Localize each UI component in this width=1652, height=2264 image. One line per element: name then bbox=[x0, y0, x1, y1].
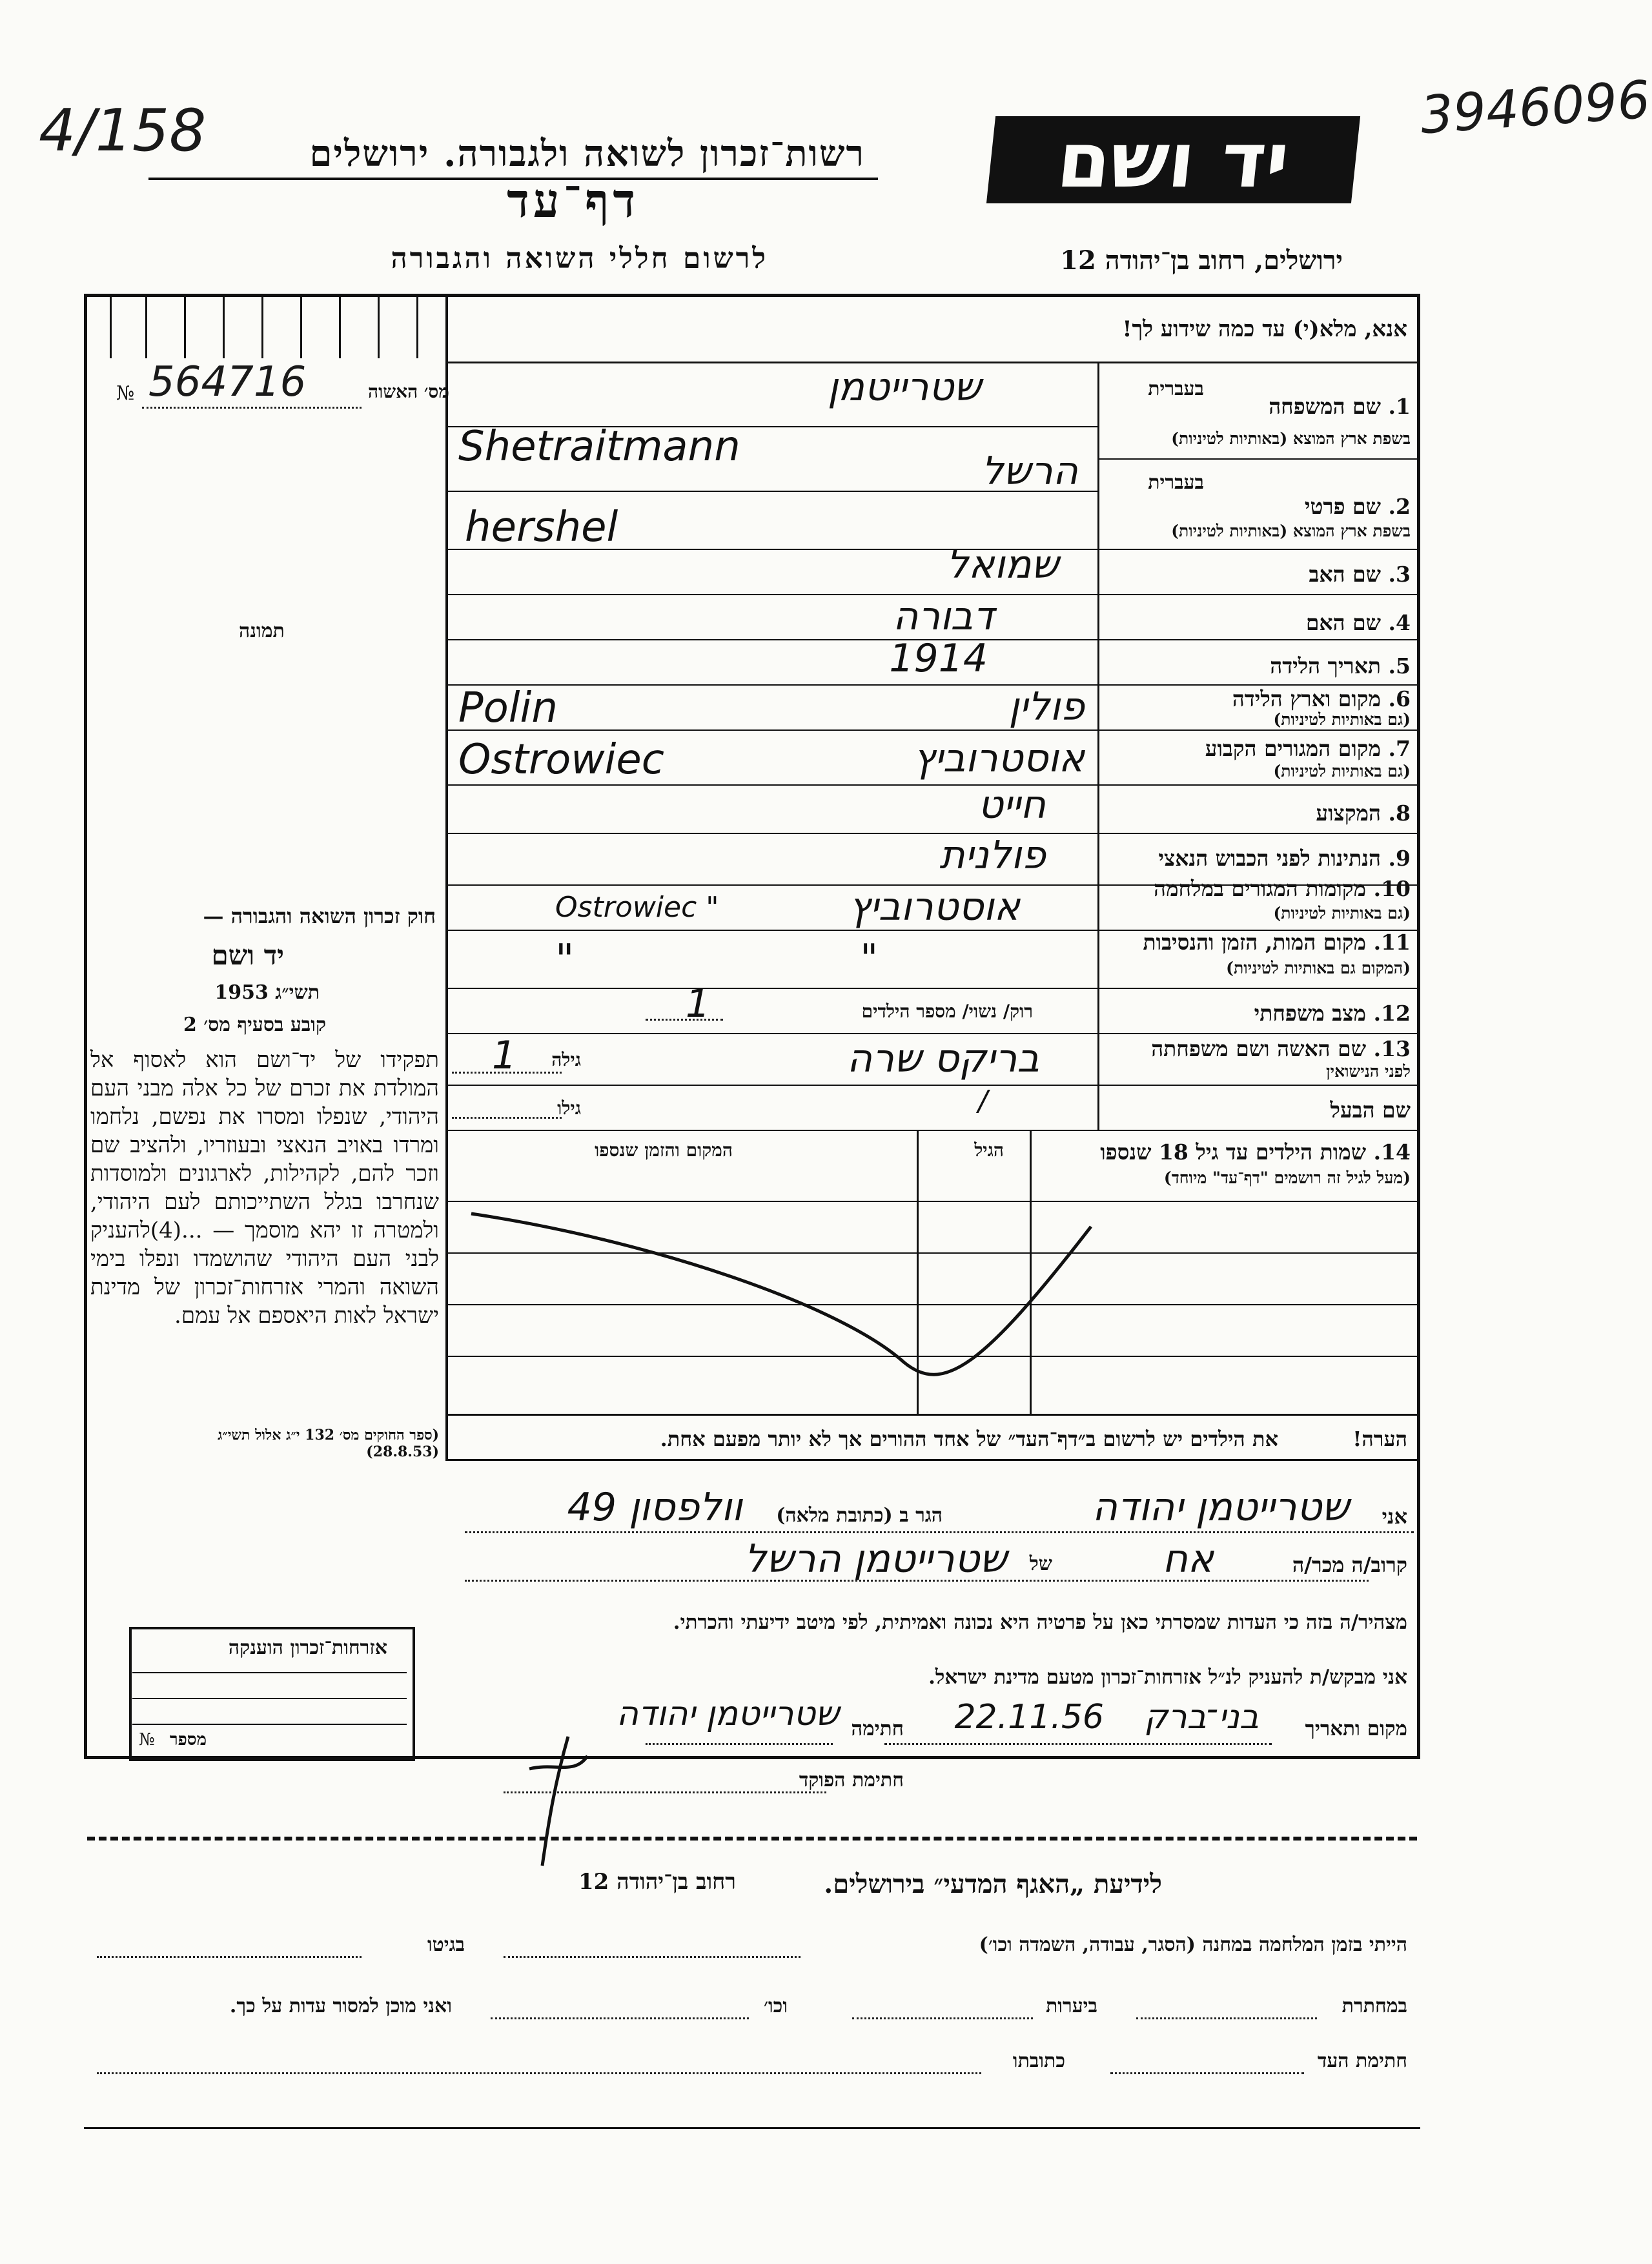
field-1-label: 1. שם המשפחה bbox=[1269, 394, 1411, 419]
intro-divider bbox=[445, 362, 1417, 363]
field-11-value-latin: " bbox=[555, 936, 575, 984]
field-12-label: 12. מצב משפחתי bbox=[1254, 1001, 1411, 1026]
law-text: תפקידו של יד־ושם הוא לאסוף אל המולדת את זכרם של כל אלה מבני העם היהודי, שנפלו ומסרו את נפשם, נלחמו ומרדו באויב הנאצי ובעוזריו, ולהציב שם וזכר להם, לקהילות, לארגונים ולמוסדות שנחרבו בגלל השתייכותם לעם היהודי, ולמטרה זו יהא מוסמך — ...(4)להעניק לבני העם היהודי שהושמדו ונפלו בימי השואה והמרי אזרחות־זכרון של מדינת ישראל לאות היאספם אל עמם. bbox=[90, 1047, 439, 1329]
forests-label: ביערות bbox=[1045, 1995, 1097, 2017]
husband-value: / bbox=[978, 1085, 988, 1117]
field-6-value-latin: Polin bbox=[458, 684, 558, 732]
field-7-value-he: אוסטרוביץ bbox=[913, 736, 1085, 781]
citizenship-number-label: מספר bbox=[169, 1730, 207, 1749]
underground-label: במחתרת bbox=[1341, 1995, 1407, 2017]
intro-text: אנא, מלא(י) עד כמה שידוע לך! bbox=[1122, 316, 1407, 342]
field-4-value: דבורה bbox=[893, 594, 994, 639]
citizenship-title: אזרחות־זכרון הוענקה bbox=[228, 1637, 387, 1659]
field-1-lang-he: בעברית bbox=[1148, 378, 1204, 400]
field-13-note: לפני הנישואין bbox=[1326, 1062, 1411, 1081]
field-10-value-latin: Ostrowiec " bbox=[555, 891, 719, 924]
place-value: בני־ברק bbox=[1144, 1698, 1259, 1737]
photo-label: תמונה bbox=[239, 620, 285, 642]
etc-label: וכו׳ bbox=[764, 1995, 788, 2017]
declarant-i-label: אני bbox=[1382, 1504, 1407, 1529]
field-11-value-he: " bbox=[860, 936, 878, 981]
left-column-divider bbox=[445, 297, 448, 1459]
declaration-text: מצהיר/ה בזה כי העדות שמסרתי כאן על פרטיה היא נכונה ואמיתית, לפי מיטב ידיעתי והכרתי. bbox=[673, 1611, 1407, 1634]
law-section: קובע בסעיף מס׳ 2 bbox=[183, 1014, 326, 1036]
declarant-of-name: שטרייטמן הרשל bbox=[744, 1536, 1007, 1582]
field-1-value-he: שטרייטמן bbox=[827, 365, 981, 410]
law-year: תשי״ג 1953 bbox=[214, 981, 320, 1004]
field-12-marital-options: רוק/ נשוי/ מספר הילדים bbox=[861, 1001, 1033, 1022]
remark-text: את הילדים יש לרשום ב״דף־העד״ של אחד ההורים אך לא יותר מפעם אחת. bbox=[660, 1427, 1278, 1451]
field-8-label: 8. המקצוע bbox=[1316, 801, 1411, 826]
place-date-label: מקום ותאריך bbox=[1305, 1717, 1407, 1740]
field-9-value: פולנית bbox=[939, 833, 1046, 878]
file-number-label: מס׳ האשוה bbox=[368, 381, 449, 402]
field-10-note: (גם באותיות לטיניות) bbox=[1273, 904, 1411, 923]
declarant-address: וולפסון 49 bbox=[567, 1485, 742, 1530]
declarant-relation-label: קרוב/ה מכר/ה bbox=[1292, 1553, 1407, 1577]
children-cross-out-stroke bbox=[452, 1201, 1097, 1407]
file-number-prefix: № bbox=[116, 382, 135, 405]
field-7-note: (גם באותיות לטיניות) bbox=[1273, 762, 1411, 780]
info-line1: הייתי בזמן המלחמה במחנה (הסגר, עבודה, השמדה וכו׳) bbox=[979, 1933, 1407, 1956]
field-1-value-latin: Shetraitmann bbox=[458, 423, 740, 471]
label-column-divider bbox=[1097, 362, 1099, 1130]
declarant-address-label: הגר ב (כתובת מלאה) bbox=[776, 1504, 943, 1527]
cut-line bbox=[87, 1837, 1417, 1841]
field-2-lang-he: בעברית bbox=[1148, 471, 1204, 494]
declarant-name: שטרייטמן יהודה bbox=[1092, 1485, 1349, 1530]
field-7-value-latin: Ostrowiec bbox=[458, 736, 664, 784]
field-3-value: שמואל bbox=[946, 542, 1059, 587]
info-title: לידיעת „האגף המדעי״ בירושלים. bbox=[824, 1869, 1162, 1899]
children-age-header: הגיל bbox=[974, 1139, 1004, 1161]
archive-number: 3946096 bbox=[1418, 69, 1652, 146]
husband-age-label: גילו bbox=[557, 1097, 581, 1119]
file-number-value: 564716 bbox=[148, 358, 307, 406]
field-10-label: 10. מקומות המגורים במלחמה bbox=[1153, 876, 1411, 901]
organization-name: רשות־זכרון לשואה ולגבורה. ירושלים bbox=[309, 132, 865, 175]
law-name: יד ושם bbox=[211, 939, 284, 971]
date-value: 22.11.56 bbox=[954, 1698, 1104, 1737]
field-6-note: (גם באותיות לטיניות) bbox=[1273, 710, 1411, 729]
archive-mark: 4/158 bbox=[39, 97, 207, 165]
officer-signature-stroke bbox=[504, 1730, 607, 1872]
children-place-header: המקום והזמן שנספו bbox=[595, 1139, 733, 1161]
witness-signature-label: חתימת העד bbox=[1317, 2050, 1407, 2072]
info-address: רחוב בן־יהודה 12 bbox=[578, 1869, 736, 1895]
husband-label: שם הבעל bbox=[1330, 1097, 1411, 1123]
field-2-lang-foreign: בשפת ארץ המוצא (באותיות לטיניות) bbox=[1171, 522, 1411, 540]
request-text: אני מבקש/ת להעניק לנ״ל אזרחות־זכרון מטעם מדינת ישראל. bbox=[928, 1666, 1407, 1689]
field-1-lang-foreign: בשפת ארץ המוצא (באותיות לטיניות) bbox=[1171, 429, 1411, 448]
law-title: חוק זכרון השואה והגבורה — bbox=[203, 904, 436, 928]
field-4-label: 4. שם האם bbox=[1305, 610, 1411, 635]
field-6-label: 6. מקום וארץ הלידה bbox=[1232, 686, 1411, 711]
remark-label: הערה! bbox=[1352, 1427, 1407, 1451]
field-12-value: 1 bbox=[685, 981, 710, 1026]
bottom-rule bbox=[84, 2127, 1420, 2129]
citizenship-number-prefix: № bbox=[139, 1730, 155, 1749]
declarant-relation: אח bbox=[1162, 1536, 1214, 1582]
form-title: דף־עד bbox=[507, 173, 639, 228]
form-subtitle: לרשום חללי השואה והגבורה bbox=[391, 242, 768, 275]
declarant-of-label: של bbox=[1029, 1553, 1052, 1575]
field-6-value-he: פולין bbox=[1008, 684, 1085, 729]
address-label: כתובתו bbox=[1012, 2050, 1065, 2072]
field-7-label: 7. מקום המגורים הקבוע bbox=[1205, 736, 1411, 761]
field-3-label: 3. שם האב bbox=[1309, 562, 1411, 587]
field-9-label: 9. הנתינות לפני הכבוש הנאצי bbox=[1158, 846, 1411, 871]
field-5-label: 5. תאריך הלידה bbox=[1270, 653, 1411, 678]
remark-divider bbox=[445, 1459, 1420, 1461]
field-10-value-he: אוסטרוביץ bbox=[849, 884, 1020, 930]
field-11-note: (המקום גם באותיות לטיניות) bbox=[1226, 959, 1411, 977]
field-2-value-latin: hershel bbox=[465, 504, 618, 551]
children-label: 14. שמות הילדים עד גיל 18 שנספו bbox=[1100, 1139, 1411, 1165]
signature-value: שטרייטמן יהודה bbox=[616, 1695, 839, 1733]
yad-vashem-logo: יד ושם bbox=[986, 116, 1360, 203]
field-13-age-label: גילה bbox=[551, 1049, 581, 1070]
officer-signature-label: חתימת הפוקד bbox=[799, 1769, 904, 1791]
field-11-label: 11. מקום המות, הזמן והנסיבות bbox=[1143, 930, 1411, 955]
field-13-age-value: 1 bbox=[491, 1033, 516, 1078]
field-2-value-he: הרשל bbox=[981, 449, 1078, 494]
signature-label: חתימה bbox=[851, 1717, 904, 1740]
field-2-label: 2. שם פרטי bbox=[1304, 494, 1411, 519]
children-note: (מעל לגיל זה רושמים "דף־עד" מיוחד) bbox=[1163, 1168, 1411, 1187]
field-8-value: חייט bbox=[978, 782, 1046, 828]
field-13-value: בריקס שרה bbox=[846, 1036, 1039, 1081]
ghetto-label: בגיטו bbox=[427, 1933, 465, 1956]
organization-address: ירושלים, רחוב בן־יהודה 12 bbox=[1060, 245, 1343, 276]
ready-text: ואני מוכן למסור עדות על כך. bbox=[229, 1995, 452, 2017]
field-13-label: 13. שם האשה ושם משפחתה bbox=[1151, 1036, 1411, 1061]
law-source: (ספר החוקים מס׳ 132 י״ג אלול תשי״ג (28.8.53) bbox=[218, 1427, 439, 1460]
field-5-value: 1914 bbox=[889, 636, 988, 681]
